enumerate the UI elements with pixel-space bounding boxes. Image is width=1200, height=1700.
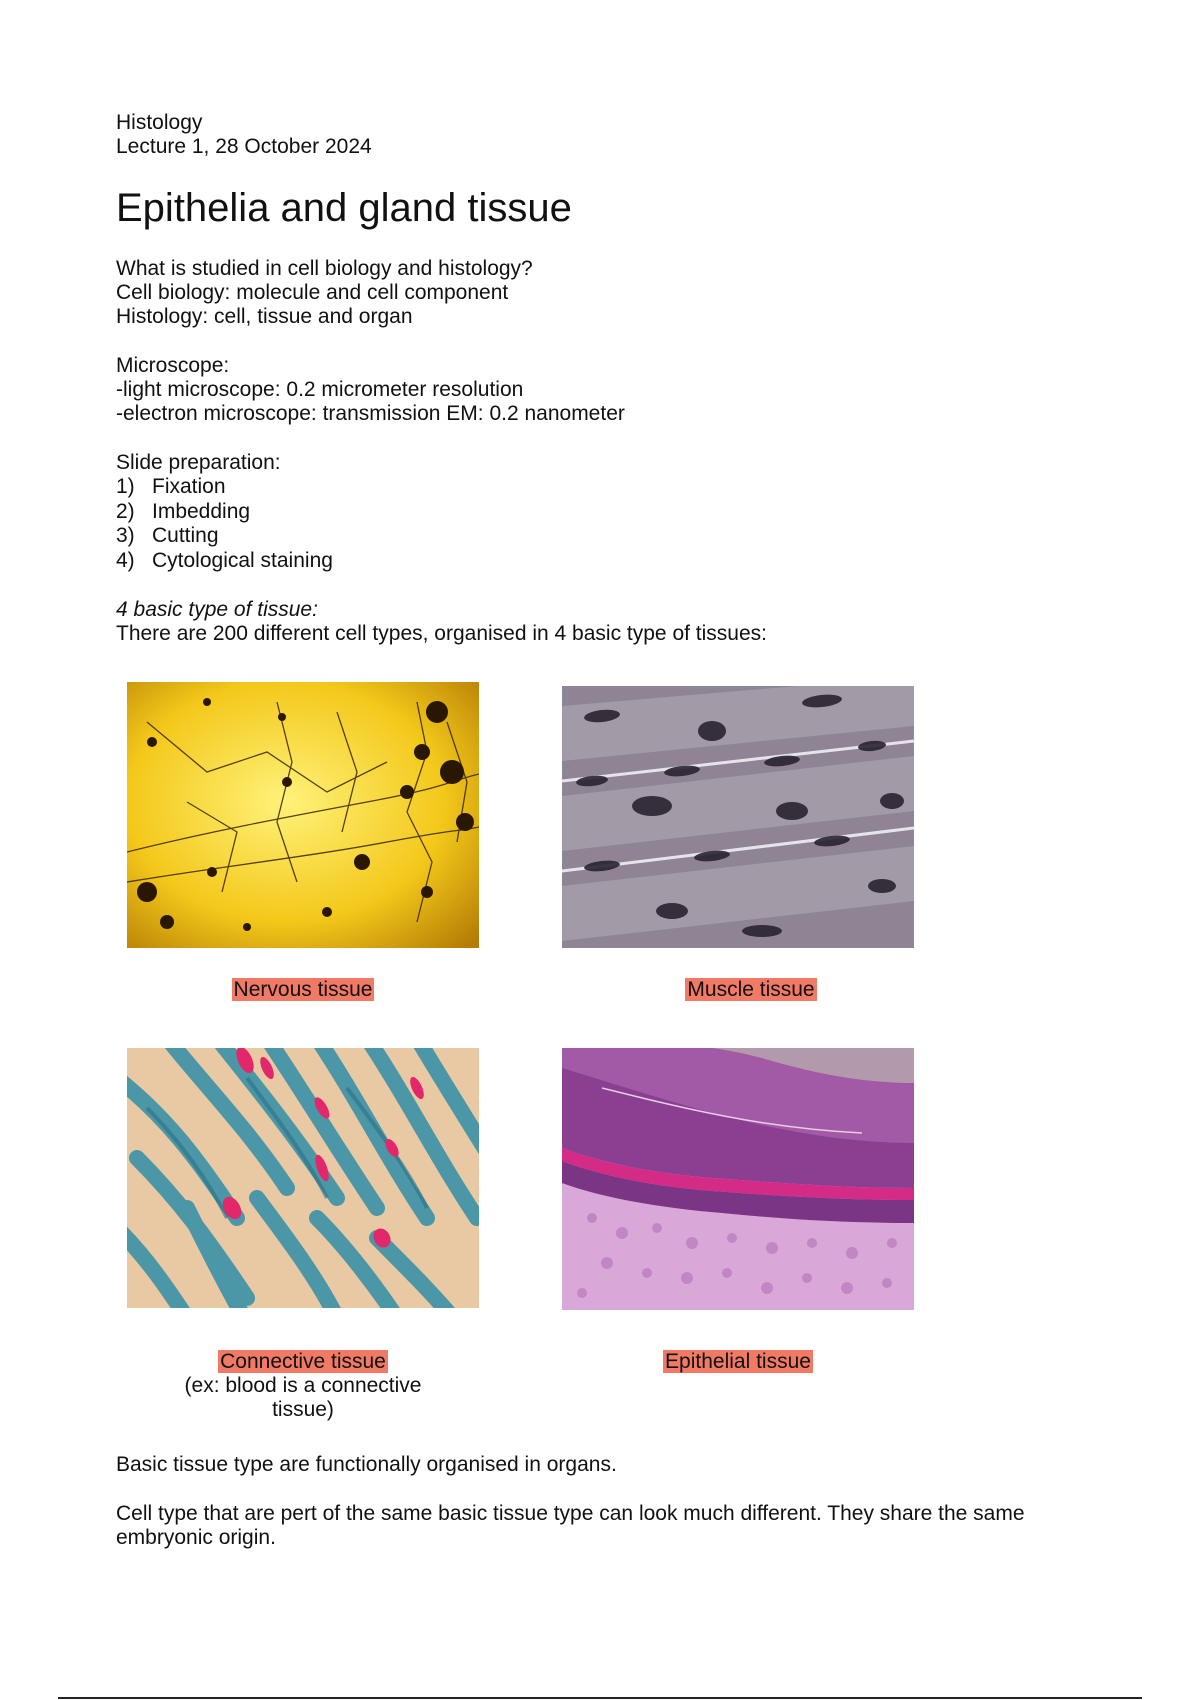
connective-tissue-note-2: tissue) xyxy=(272,1398,334,1421)
tissue-types-heading: 4 basic type of tissue: xyxy=(116,598,318,621)
list-item: 4) Cytological staining xyxy=(116,548,333,572)
course-name: Histology xyxy=(116,111,203,134)
closing-paragraph-1: Basic tissue type are functionally organised in organs. xyxy=(116,1453,617,1476)
page-title: Epithelia and gland tissue xyxy=(116,186,572,230)
connective-tissue-caption: Connective tissue xyxy=(220,1350,386,1373)
tissue-types-intro: There are 200 different cell types, organised in 4 basic type of tissues: xyxy=(116,622,767,645)
list-item: 2) Imbedding xyxy=(116,499,251,523)
connective-tissue-image xyxy=(127,1048,479,1308)
cell-biology-line: Cell biology: molecule and cell component xyxy=(116,281,509,304)
microscope-heading: Microscope: xyxy=(116,354,230,377)
lecture-info: Lecture 1, 28 October 2024 xyxy=(116,135,372,158)
muscle-tissue-image xyxy=(562,686,914,948)
list-item: 3) Cutting xyxy=(116,524,219,547)
electron-microscope-line: -electron microscope: transmission EM: 0.2 nanometer xyxy=(116,402,625,425)
light-microscope-line: -light microscope: 0.2 micrometer resolution xyxy=(116,378,524,401)
connective-tissue-note-1: (ex: blood is a connective xyxy=(184,1374,422,1397)
slide-preparation-list xyxy=(116,475,333,573)
closing-paragraph-2-line-2: embryonic origin. xyxy=(116,1526,276,1549)
closing-paragraph-2-line-1: Cell type that are pert of the same basic tissue type can look much different. They share the same xyxy=(116,1502,1025,1525)
intro-question: What is studied in cell biology and histology? xyxy=(116,257,533,280)
epithelial-tissue-image xyxy=(562,1048,914,1310)
bottom-divider xyxy=(58,1697,1142,1699)
histology-line: Histology: cell, tissue and organ xyxy=(116,305,413,328)
epithelial-tissue-caption: Epithelial tissue xyxy=(665,1350,811,1373)
list-item: 1) Fixation xyxy=(116,475,226,498)
nervous-tissue-image xyxy=(127,682,479,948)
muscle-tissue-caption: Muscle tissue xyxy=(687,978,815,1001)
nervous-tissue-caption: Nervous tissue xyxy=(233,978,373,1001)
slide-preparation-heading: Slide preparation: xyxy=(116,451,281,474)
